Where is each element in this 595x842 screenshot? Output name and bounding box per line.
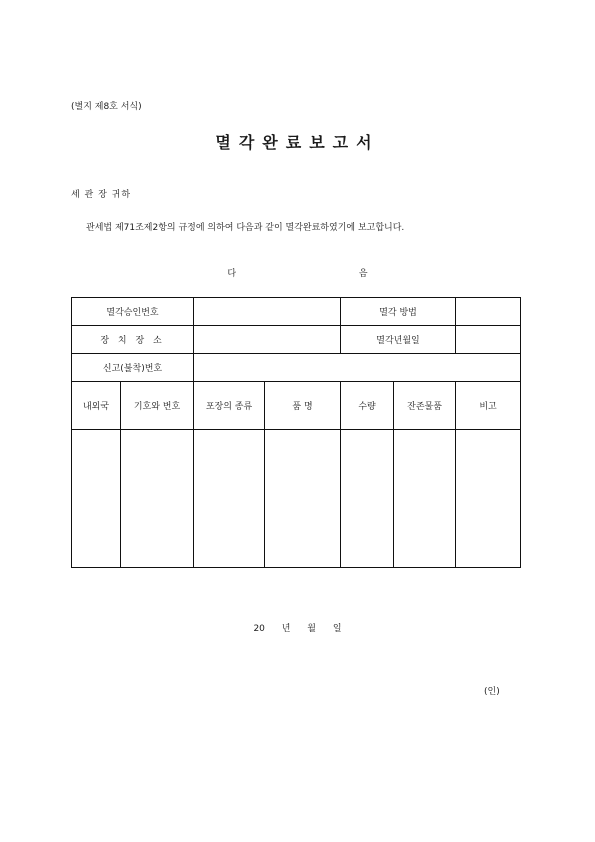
table-row-location [72,326,521,354]
quantity-cell[interactable] [341,430,394,568]
origin-cell[interactable] [72,430,121,568]
column-header-package-type: 포장의 종류 [194,382,265,430]
column-header-marks-numbers: 기호와 번호 [121,382,194,430]
table-row-declaration [72,354,521,382]
document-title: 멸각완료보고서 [215,133,380,152]
seal-mark: (인) [484,687,500,697]
remarks-cell[interactable] [456,430,521,568]
table-row-approval [72,298,521,326]
declaration-number-field[interactable] [194,354,521,382]
table-header-row [72,382,521,430]
method-field[interactable] [456,298,521,326]
destruction-date-label: 멸각년월일 [341,326,456,354]
following-heading: 다 음 [227,269,428,279]
marks-numbers-cell[interactable] [121,430,194,568]
package-type-cell[interactable] [194,430,265,568]
residual-goods-cell[interactable] [394,430,456,568]
location-label: 장 치 장 소 [72,326,194,354]
approval-number-label: 멸각승인번호 [72,298,194,326]
location-field[interactable] [194,326,341,354]
report-table [71,297,521,568]
column-header-remarks: 비고 [456,382,521,430]
column-header-item-name: 품 명 [265,382,341,430]
destruction-date-field[interactable] [456,326,521,354]
table-data-row [72,430,521,568]
column-header-origin: 내외국 [72,382,121,430]
column-header-residual-goods: 잔존물품 [394,382,456,430]
approval-number-field[interactable] [194,298,341,326]
recipient-line: 세 관 장 귀하 [71,190,132,200]
date-line: 20 년 월 일 [253,624,342,634]
intro-paragraph: 관세법 제71조제2항의 규정에 의하여 다음과 같이 멸각완료하였기에 보고합니다. [86,223,405,233]
declaration-number-label: 신고(불착)번호 [72,354,194,382]
column-header-quantity: 수량 [341,382,394,430]
form-number-label: (별지 제8호 서식) [71,102,142,112]
method-label: 멸각 방법 [341,298,456,326]
item-name-cell[interactable] [265,430,341,568]
